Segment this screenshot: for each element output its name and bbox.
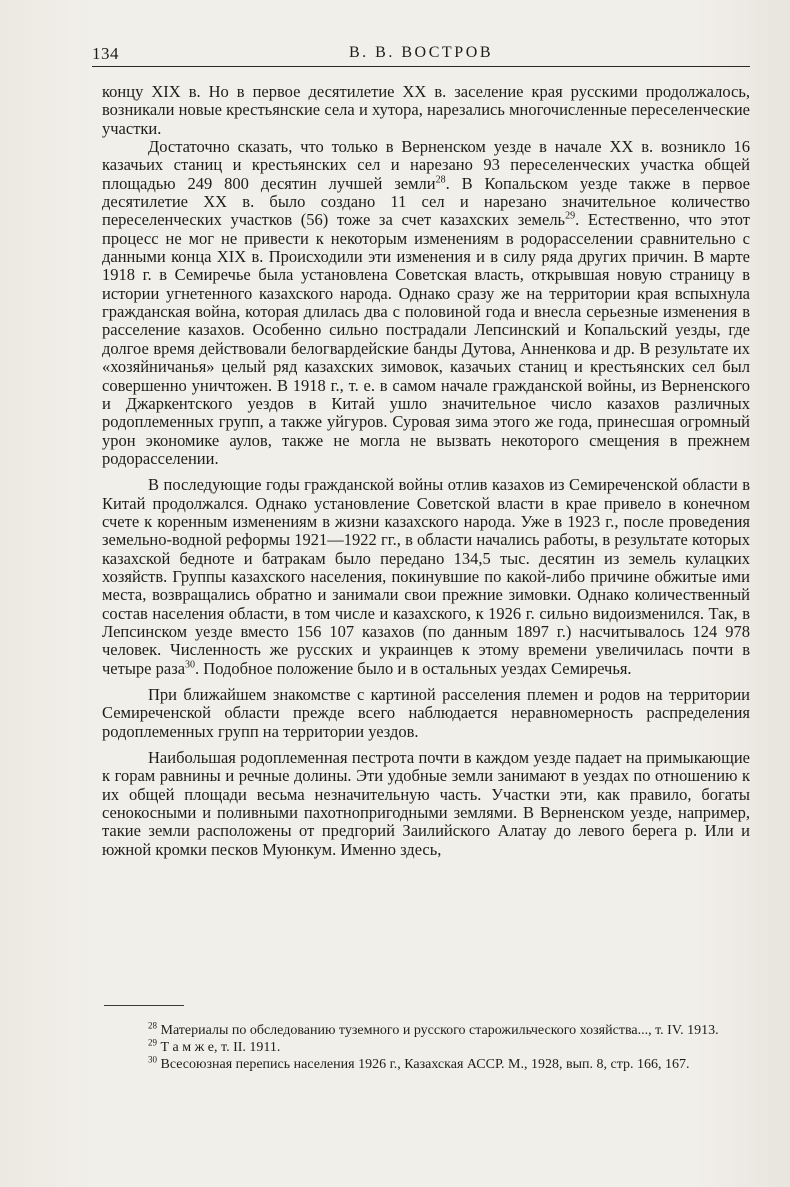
paragraph-text: Наибольшая родоплеменная пестрота почти в каждом уезде падает на примыкающие к горам равнины и речные долины. Эти удобные земли занимают в уездах по отношению к их общей площади весьма незначительную часть. Участки эти, как правило, богаты сенокосными и поливными пахотнопригодными землями. В Верненском уезде, например, такие земли расположены от предгорий Заилийского Алатау до левого берега р. Или и южной кромки песков Муюнкум. Именно здесь, [102, 748, 750, 859]
footnote-number: 29 [148, 1037, 157, 1048]
footnote-text: Т а м ж е, т. II. 1911. [160, 1040, 281, 1055]
paragraph-text: . В Копальском уезде также в первое десятилетие XX в. было создано 11 сел и нарезано значительное количество переселенческих участков (56) тоже за счет казахских земель [102, 173, 751, 230]
main-text [102, 83, 750, 859]
paragraph-text: . Подобное положение было и в остальных уездах Семиречья. [195, 658, 632, 678]
footnote-30 [104, 1056, 746, 1073]
paragraph-text: концу XIX в. Но в первое десятилетие XX в. заселение края русскими продолжалось, возникали новые крестьянские села и хутора, нарезались многочисленные переселенческие участки. [102, 82, 750, 138]
paragraph-2 [102, 138, 750, 468]
page-number: 134 [92, 44, 119, 63]
footnote-text: Всесоюзная перепись населения 1926 г., Казахская АССР. М., 1928, вып. 8, стр. 166, 167. [160, 1057, 690, 1072]
paragraph-text: В последующие годы гражданской войны отлив казахов из Семиреченской области в Китай продолжался. Однако установление Советской власти в крае привело в конечном счете к коренным изменениям в жизни казахского народа. Уже в 1923 г., после проведения земельно-водной реформы 1921—1922 гг., в области начались работы, в результате которых казахской бедноте и батракам было передано 134,5 тыс. десятин из земель кулацких хозяйств. Группы казахского населения, покинувшие по какой-либо причине обжитые ими места, возвращались обратно и занимали свои прежние зимовки. Однако количественный состав населения области, в том числе и казахского, к 1926 г. сильно видоизменился. Так, в Лепсинском уезде вместо 156 107 казахов (по данным 1897 г.) насчитывалось 124 978 человек. Численность же русских и украинцев к этому времени увеличилась почти в четыре раза [102, 475, 750, 678]
footnote-divider [104, 1005, 184, 1006]
paragraph-4 [102, 686, 750, 741]
footnote-text: Материалы по обследованию туземного и русского старожильческого хозяйства..., т. IV. 1913. [160, 1023, 719, 1038]
footnote-ref-28[interactable]: 28 [435, 174, 446, 186]
page-header [92, 40, 750, 67]
paragraph-1 [102, 83, 750, 138]
paragraph-3 [102, 476, 750, 678]
footnote-number: 30 [148, 1054, 157, 1065]
footnote-ref-29[interactable]: 29 [565, 210, 576, 222]
footnote-number: 28 [148, 1020, 157, 1031]
paragraph-text: При ближайшем знакомстве с картиной расселения племен и родов на территории Семиреченской области прежде всего наблюдается неравномерность распределения родоплеменных групп на территории уездов. [102, 685, 750, 741]
paragraph-text: Достаточно сказать, что только в Верненском уезде в начале XX в. возникло 16 казачьих станиц и крестьянских сел и нарезано 93 переселенческих участка общей площадью 249 800 десятин лучшей земли [102, 137, 750, 193]
paragraph-text: . Естественно, что этот процесс не мог не привести к некоторым изменениям в родорасселении сравнительно с данными конца XIX в. Происходили эти изменения и в силу ряда других причин. В марте 1918 г. в Семиречье была установлена Советская власть, открывшая новую страницу в истории угнетенного казахского народа. Однако сразу же на территории края вспыхнула гражданская война, которая длилась два с половиной года и внесла серьезные изменения в расселение казахов. Особенно сильно пострадали Лепсинский и Копальский уезды, где долгое время действовали белогвардейские банды Дутова, Анненкова и др. В результате их «хозяйничанья» целый ряд казахских зимовок, казачьих станиц и крестьянских сел был совершенно уничтожен. В 1918 г., т. е. в самом начале гражданской войны, из Верненского и Джаркентского уездов в Китай ушло значительное число казахов различных родоплеменных групп, а также уйгуров. Суровая зима этого же года, принесшая огромный урон экономике аулов, также не могла не вызвать некоторого смещения в прежнем родорасселении. [102, 210, 751, 468]
footnote-ref-30[interactable]: 30 [185, 659, 196, 671]
paragraph-5 [102, 749, 750, 859]
running-head: В. В. ВОСТРОВ [348, 44, 494, 61]
footnote-29 [104, 1039, 746, 1056]
footnote-28 [104, 1022, 746, 1039]
footnotes [104, 1022, 746, 1073]
